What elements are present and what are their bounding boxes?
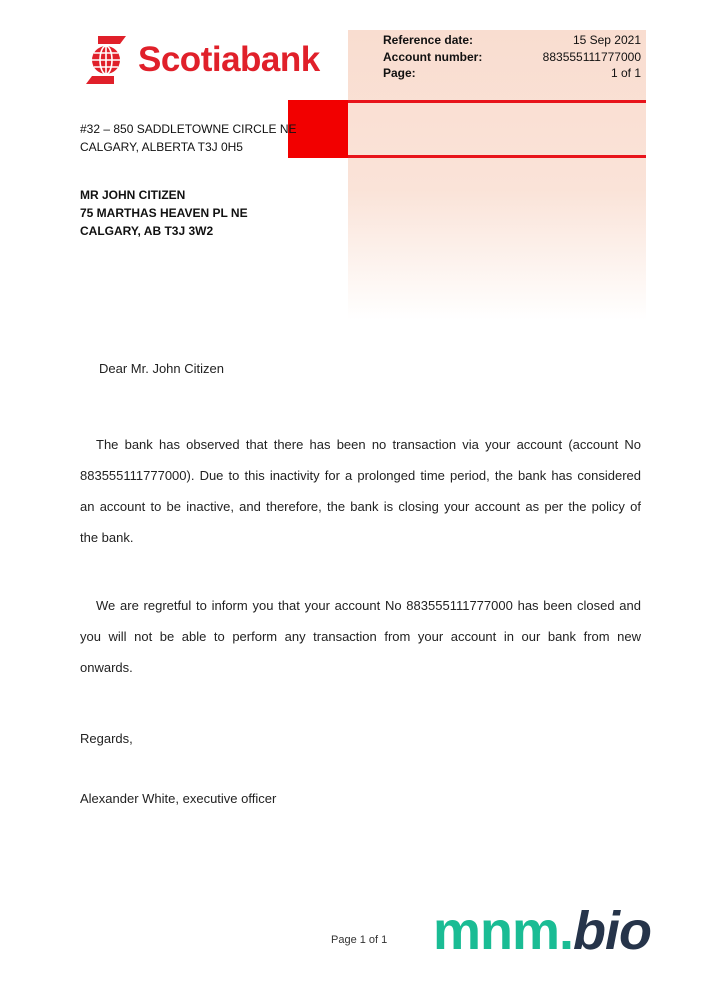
address-line: 75 MARTHAS HEAVEN PL NE [80, 206, 248, 220]
closing: Regards, [80, 731, 133, 746]
account-number-row [383, 49, 641, 66]
label: Account number: [383, 49, 483, 64]
red-rule-top [348, 100, 646, 103]
signature-block [80, 783, 641, 814]
label: Reference date: [383, 33, 474, 47]
page-footer: Page 1 of 1 [331, 934, 388, 946]
page-row [383, 65, 641, 82]
paragraph-line: We are regretful to inform you that your account No 883555111777000 has been closed and [96, 598, 641, 613]
reference-date-row [383, 32, 641, 49]
paragraph-line: onwards. [80, 660, 133, 675]
watermark [433, 900, 651, 962]
reference-date: 15 Sep 2021 [572, 33, 641, 47]
scotiabank-globe-icon [84, 34, 128, 86]
address-line: #32 – 850 SADDLETOWNE CIRCLE NE [80, 122, 297, 136]
watermark-part: bio [573, 901, 652, 961]
paragraph-line: an account to be inactive, and therefore, the bank is closing your account as per the policy of [80, 499, 641, 514]
scotiabank-logo [84, 34, 320, 86]
watermark-part: mnm. [433, 901, 574, 961]
red-accent-block [288, 100, 348, 158]
brand-name: Scotiabank [138, 40, 320, 79]
paragraph-1 [80, 429, 641, 553]
address-line: CALGARY, ALBERTA T3J 0H5 [80, 140, 243, 154]
closing-block [80, 723, 641, 754]
account-number: 883555111777000 [542, 49, 641, 64]
reference-info [383, 32, 641, 82]
red-rule-bottom [348, 155, 646, 158]
signature: Alexander White, executive officer [80, 791, 277, 806]
sender-address [80, 120, 297, 156]
paragraph-line: you will not be able to perform any transaction from your account in our bank from new [80, 629, 641, 644]
recipient-name: MR JOHN CITIZEN [80, 188, 186, 202]
label: Page: [383, 66, 416, 80]
salutation-block [80, 353, 641, 384]
address-line: CALGARY, AB T3J 3W2 [80, 224, 214, 238]
paragraph-2 [80, 590, 641, 683]
paragraph-line: 883555111777000). Due to this inactivity for a prolonged time period, the bank has considered [80, 468, 641, 483]
paragraph-line: the bank. [80, 530, 134, 545]
page-number: 1 of 1 [610, 66, 641, 80]
recipient-address [80, 186, 248, 240]
salutation: Dear Mr. John Citizen [99, 361, 224, 376]
paragraph-line: The bank has observed that there has been no transaction via your account (account No [96, 437, 641, 452]
